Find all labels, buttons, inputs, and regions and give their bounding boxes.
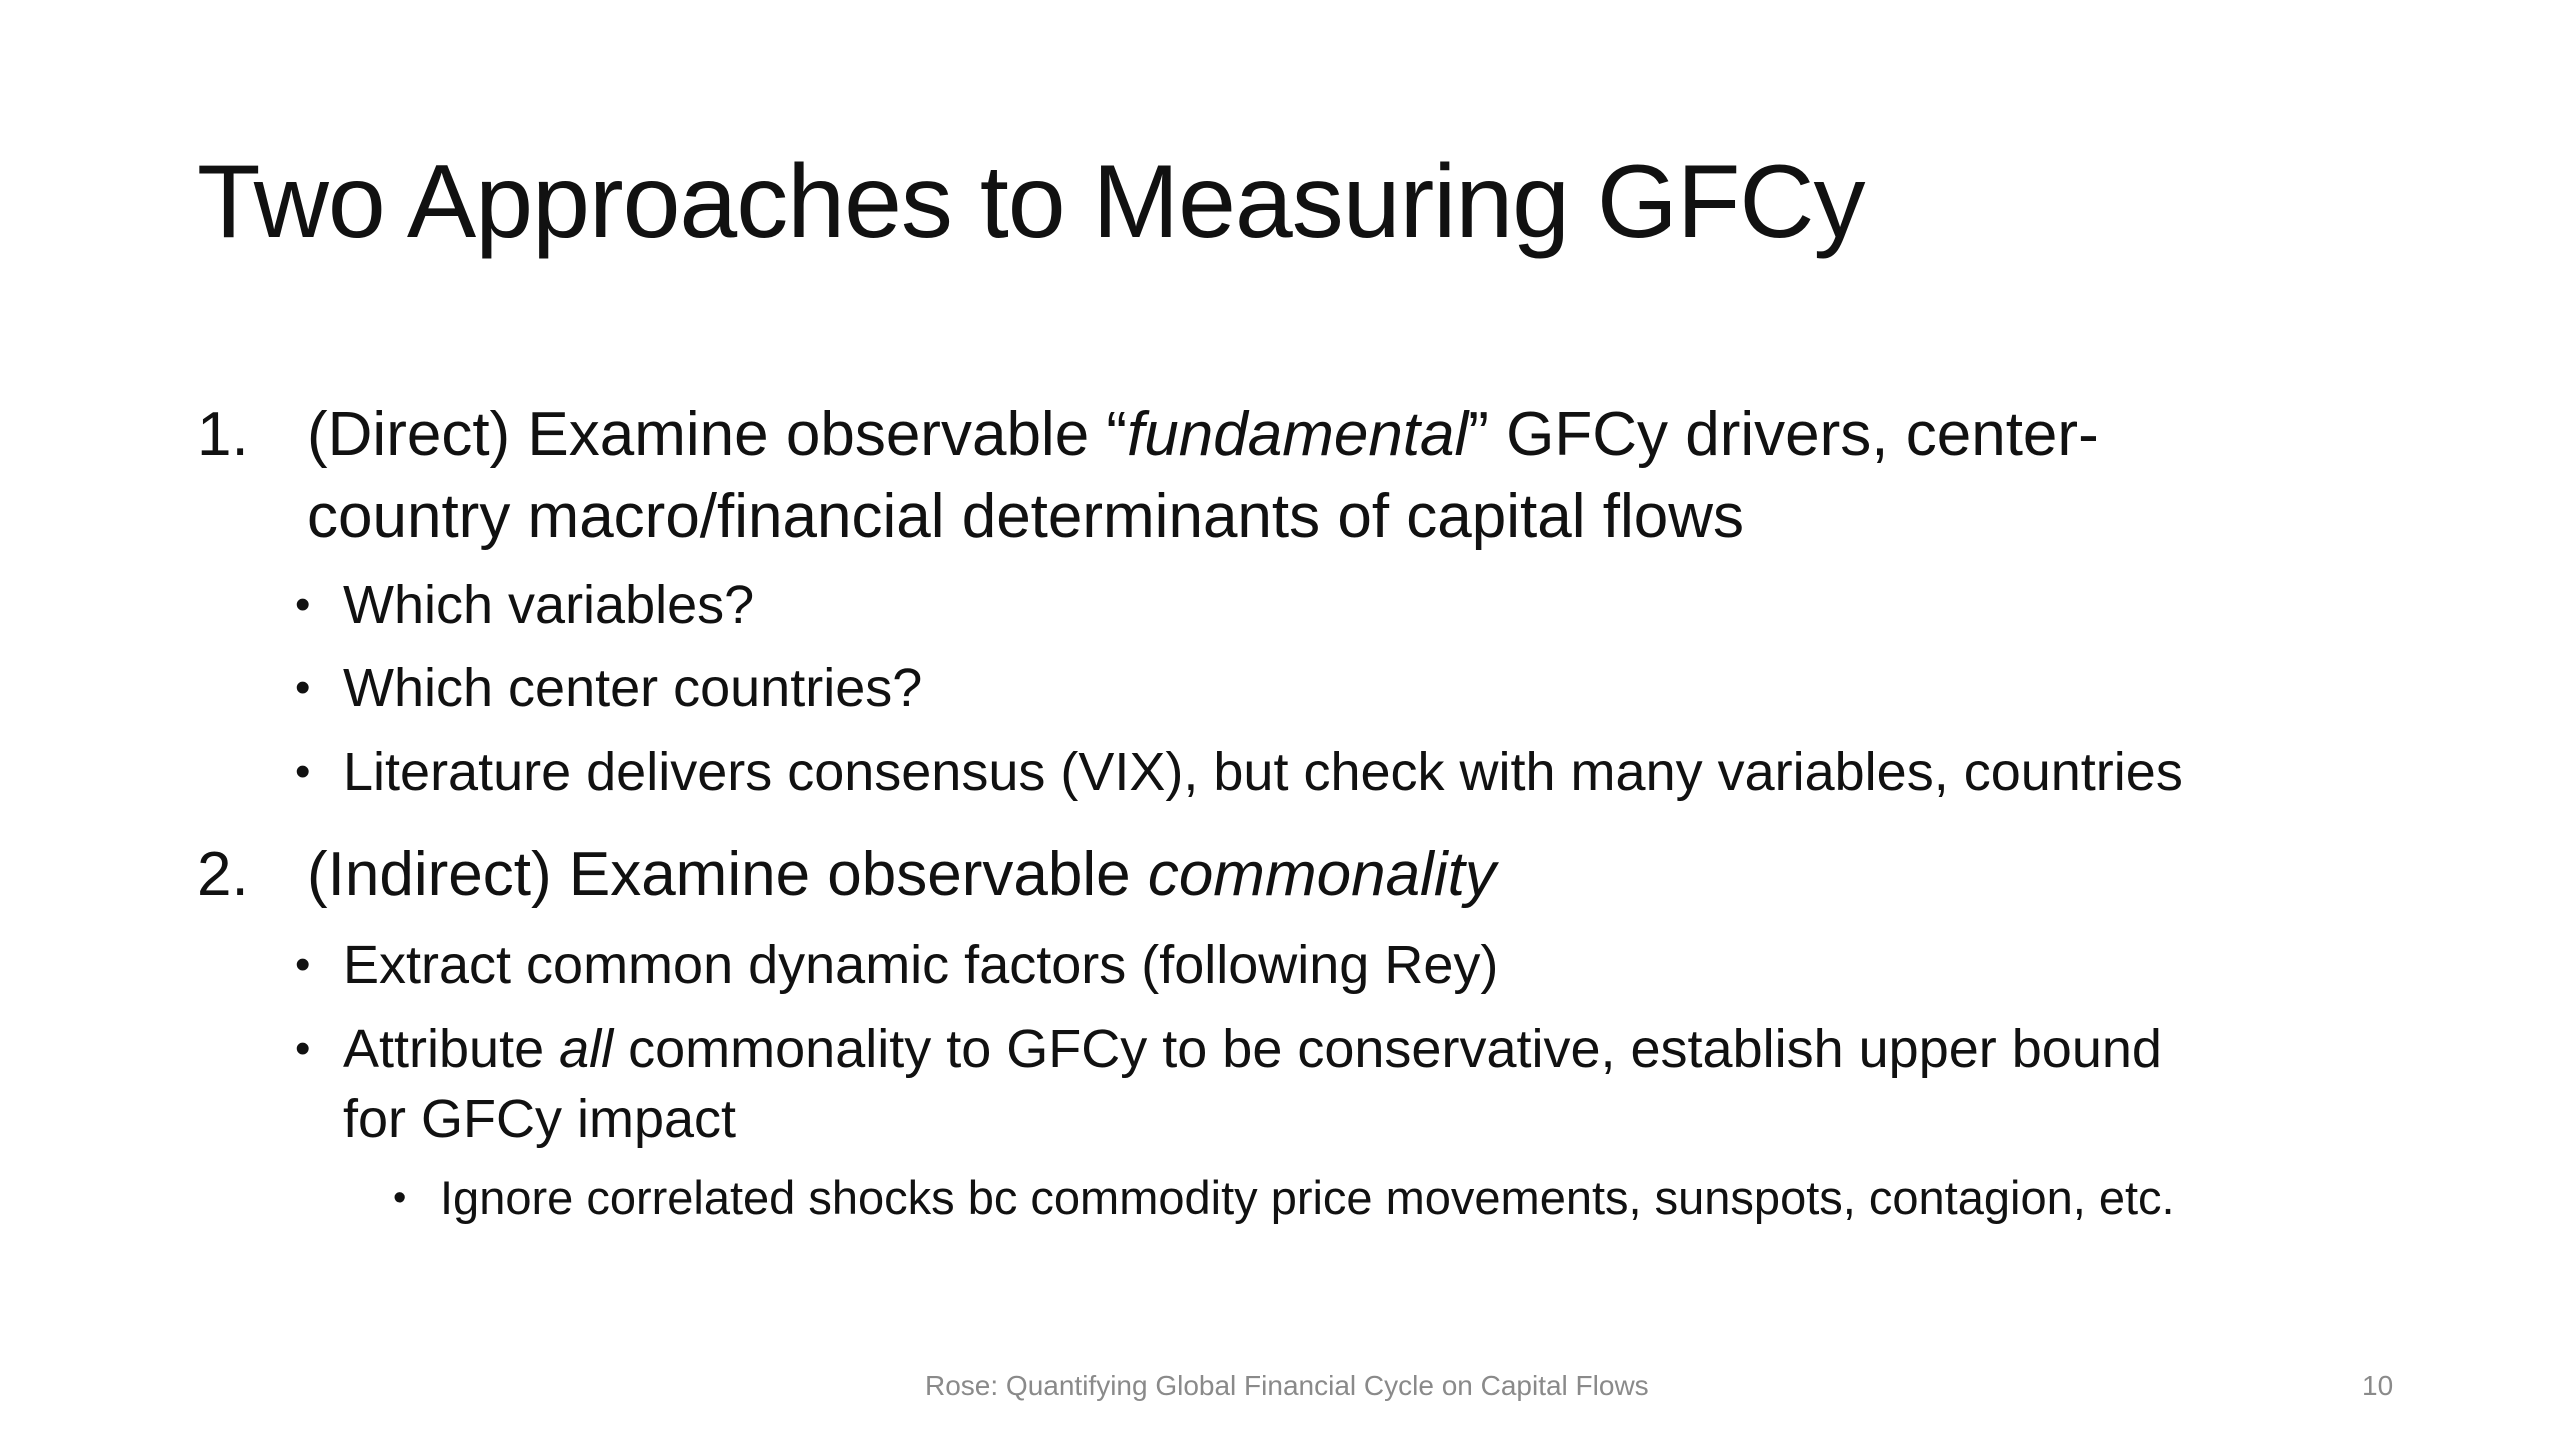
item-2-bullet-2-emphasis: all	[559, 1019, 614, 1079]
bullet-glyph: •	[295, 663, 311, 712]
item-1-line-1	[307, 395, 2099, 475]
item-2-line	[307, 835, 1496, 915]
item-1-number: 1.	[197, 400, 249, 469]
item-2-emphasis: commonality	[1147, 840, 1496, 909]
bullet-glyph: •	[295, 1024, 311, 1073]
item-1-bullet-1: Which variables?	[343, 575, 755, 635]
footer-text: Rose: Quantifying Global Financial Cycle on Capital Flows	[925, 1370, 1649, 1401]
item-1-emphasis: fundamental	[1127, 400, 1469, 469]
bullet-glyph: •	[295, 580, 311, 629]
item-2-bullet-2-pre: Attribute	[343, 1019, 560, 1079]
page-number: 10	[2362, 1370, 2394, 1401]
bullet-glyph: •	[393, 1177, 407, 1219]
item-2-number: 2.	[197, 840, 249, 909]
item-1-bullet-2: Which center countries?	[343, 658, 923, 718]
item-2-text-pre: (Indirect) Examine observable	[307, 840, 1148, 909]
item-2-sub-bullet: Ignore correlated shocks bc commodity price movements, sunspots, contagion, etc.	[440, 1171, 2175, 1224]
slide-title: Two Approaches to Measuring GFCy	[197, 144, 1865, 260]
item-1-line-2: country macro/financial determinants of capital flows	[307, 482, 1744, 551]
item-2-bullet-2-line-2: for GFCy impact	[343, 1089, 737, 1149]
item-1-text-pre: (Direct) Examine observable “	[307, 400, 1128, 469]
item-1-bullet-3: Literature delivers consensus (VIX), but check with many variables, countries	[343, 742, 2183, 802]
bullet-glyph: •	[295, 747, 311, 796]
item-2-bullet-1: Extract common dynamic factors (following Rey)	[343, 935, 1499, 995]
item-2-bullet-2-line-1	[343, 1014, 2162, 1084]
item-1-text-post: ” GFCy drivers, center-	[1468, 400, 2099, 469]
item-2-bullet-2-post: commonality to GFCy to be conservative, establish upper bound	[613, 1019, 2162, 1079]
bullet-glyph: •	[295, 940, 311, 989]
